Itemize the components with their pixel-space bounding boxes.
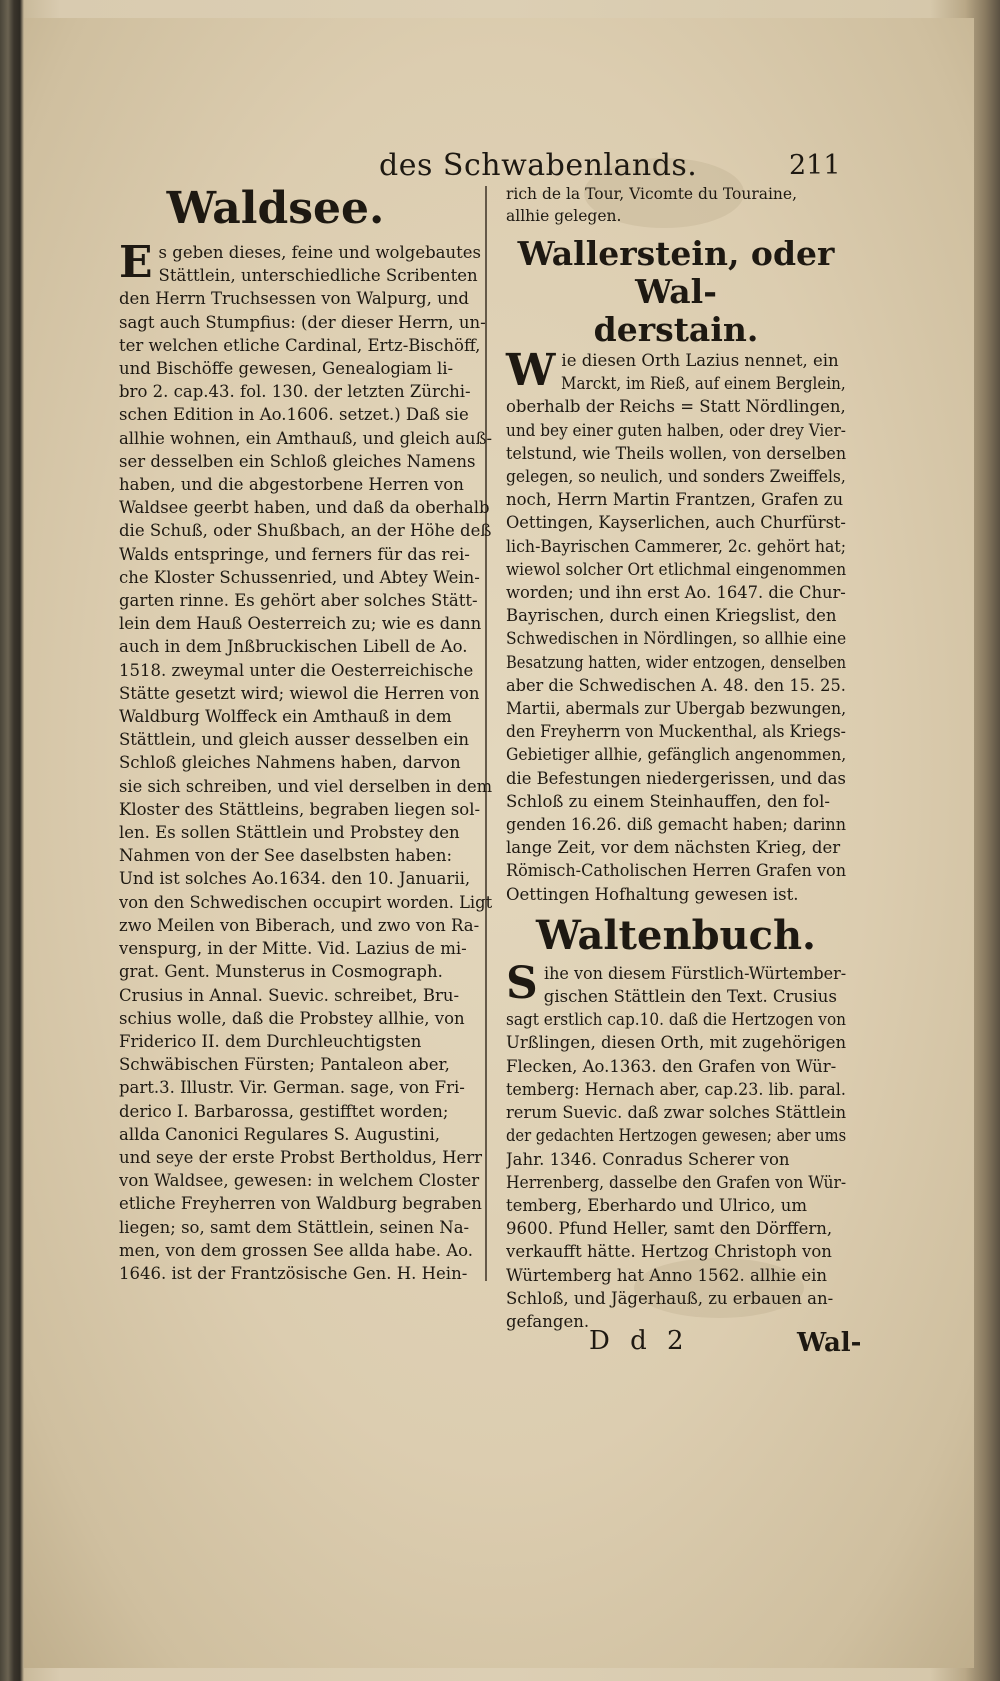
text-line: Stätte gesetzt wird; wiewol die Herren von xyxy=(119,683,480,703)
text-line: den Herrn Truchsessen von Walpurg, und xyxy=(119,289,469,309)
section-heading-waldsee: Waldsee. xyxy=(166,183,385,234)
section-heading-wallerstein xyxy=(506,235,846,349)
text-line: part.3. Illustr. Vir. German. sage, von Fri- xyxy=(119,1078,465,1098)
text-line: Schloß gleiches Nahmens haben, darvon xyxy=(119,753,461,773)
text-line: gefangen. xyxy=(506,1311,590,1331)
text-line: Gebietiger allhie, gefänglich angenommen, xyxy=(506,745,846,765)
drop-capital: W xyxy=(506,345,556,396)
text-line: derico I. Barbarossa, gestifftet worden; xyxy=(119,1101,449,1121)
text-line: die Schuß, oder Shußbach, an der Höhe deß xyxy=(119,521,492,541)
text-line: von Waldsee, gewesen: in welchem Closter xyxy=(119,1171,480,1191)
text-line: Martii, abermals zur Ubergab bezwungen, xyxy=(506,699,846,719)
heading-line: derstain. xyxy=(593,310,759,349)
text-line: Marckt, im Rieß, auf einem Berglein, xyxy=(561,374,846,394)
text-line: Crusius in Annal. Suevic. schreibet, Bru- xyxy=(119,985,460,1005)
text-line: sagt auch Stumpfius: (der dieser Herrn, un- xyxy=(119,312,486,332)
text-line: men, von dem grossen See allda habe. Ao. xyxy=(119,1240,474,1260)
text-line: sie sich schreiben, und viel derselben in dem xyxy=(119,776,492,796)
drop-capital: S xyxy=(506,957,538,1009)
text-line: Schwedischen in Nördlingen, so allhie eine xyxy=(506,629,846,649)
text-line: 1518. zweymal unter die Oesterreichische xyxy=(119,660,474,680)
signature-mark: D d 2 xyxy=(589,1326,690,1356)
text-line: liegen; so, samt dem Stättlein, seinen Na- xyxy=(119,1217,470,1237)
section-body-wallerstein xyxy=(506,345,846,906)
text-line: Jahr. 1346. Conradus Scherer von xyxy=(506,1149,790,1169)
text-line: allda Canonici Regulares S. Augustini, xyxy=(119,1124,441,1144)
text-line: Waldsee geerbt haben, und daß da oberhalb xyxy=(119,498,490,518)
text-line: grat. Gent. Munsterus in Cosmograph. xyxy=(119,962,443,982)
text-line: lich-Bayrischen Cammerer, 2c. gehört hat; xyxy=(506,536,846,556)
section-body-waldsee xyxy=(119,237,492,1285)
text-line: sagt erstlich cap.10. daß die Hertzogen von xyxy=(506,1010,846,1030)
text-line: auch in dem Jnßbruckischen Libell de Ao. xyxy=(119,637,468,657)
text-line: ie diesen Orth Lazius nennet, ein xyxy=(561,351,839,370)
text-line: zwo Meilen von Biberach, und zwo von Ra- xyxy=(119,915,480,935)
text-line: temberg: Hernach aber, cap.23. lib. paral. xyxy=(506,1079,846,1099)
text-line: aber die Schwedischen A. 48. den 15. 25. xyxy=(506,675,846,695)
running-head: des Schwabenlands. xyxy=(379,148,698,183)
text-line: Bayrischen, durch einen Kriegslist, den xyxy=(506,606,837,626)
text-line: Oettingen, Kayserlichen, auch Churfürst- xyxy=(506,513,846,533)
text-line: wiewol solcher Ort etlichmal eingenommen xyxy=(506,559,846,579)
left-column xyxy=(119,183,492,1285)
text-line: venspurg, in der Mitte. Vid. Lazius de mi- xyxy=(119,939,467,959)
text-line: ser desselben ein Schloß gleiches Namens xyxy=(119,451,476,471)
text-line: Besatzung hatten, wider entzogen, denselben xyxy=(506,652,846,672)
text-line: genden 16.26. diß gemacht haben; darinn xyxy=(506,815,846,835)
text-line: Oettingen Hofhaltung gewesen ist. xyxy=(506,884,799,904)
text-line: Schloß, und Jägerhauß, zu erbauen an- xyxy=(506,1288,834,1308)
page-number: 211 xyxy=(789,150,841,181)
text-line: etliche Freyherren von Waldburg begraben xyxy=(119,1194,482,1214)
text-line: oberhalb der Reichs = Statt Nördlingen, xyxy=(506,397,846,417)
text-line: Römisch-Catholischen Herren Grafen von xyxy=(506,861,846,881)
text-line: ter welchen etliche Cardinal, Ertz-Bischöff, xyxy=(119,335,481,355)
text-line: gelegen, so neulich, und sonders Zweiffels, xyxy=(506,467,846,487)
text-line: ihe von diesem Fürstlich-Würtember- xyxy=(543,963,846,983)
catchword: Wal- xyxy=(797,1328,862,1358)
text-line: haben, und die abgestorbene Herren von xyxy=(119,475,464,495)
text-line: Friderico II. dem Durchleuchtigsten xyxy=(119,1031,422,1051)
text-line: s geben dieses, feine und wolgebautes xyxy=(158,243,481,262)
text-line: len. Es sollen Stättlein und Probstey den xyxy=(119,823,460,843)
text-line: Walds entspringe, und ferners für das rei- xyxy=(119,544,470,564)
text-line: Schloß zu einem Steinhauffen, den fol- xyxy=(506,791,830,811)
text-line: 9600. Pfund Heller, samt den Dörffern, xyxy=(506,1219,833,1239)
text-line: den Freyherrn von Muckenthal, als Kriegs- xyxy=(506,722,846,742)
text-line: und bey einer guten halben, oder drey Vier- xyxy=(506,420,846,440)
text-line: lein dem Hauß Oesterreich zu; wie es dann xyxy=(119,614,482,634)
text-line: garten rinne. Es gehört aber solches Stätt- xyxy=(119,591,478,611)
text-line: bro 2. cap.43. fol. 130. der letzten Zürchi- xyxy=(119,382,471,402)
drop-capital: E xyxy=(119,237,153,288)
text-line: der gedachten Hertzogen gewesen; aber ums xyxy=(506,1126,846,1146)
section-body-waltenbuch xyxy=(506,957,846,1333)
text-line: rerum Suevic. daß zwar solches Stättlein xyxy=(506,1103,846,1123)
text-line: telstund, wie Theils wollen, von derselben xyxy=(506,443,846,463)
text-line: schius wolle, daß die Probstey allhie, von xyxy=(119,1008,465,1028)
text-line: allhie wohnen, ein Amthauß, und gleich auß- xyxy=(119,428,492,448)
text-line: Waldburg Wolffeck ein Amthauß in dem xyxy=(119,707,452,727)
text-line: Stättlein, unterschiedliche Scribenten xyxy=(158,266,478,286)
text-line: und seye der erste Probst Bertholdus, Herr xyxy=(119,1147,482,1167)
text-line: temberg, Eberhardo und Ulrico, um xyxy=(506,1195,808,1215)
text-line: rich de la Tour, Vicomte du Touraine, xyxy=(506,185,798,203)
text-line: verkaufft hätte. Hertzog Christoph von xyxy=(506,1242,832,1262)
text-line: die Befestungen niedergerissen, und das xyxy=(506,768,846,788)
text-line: worden; und ihn erst Ao. 1647. die Chur- xyxy=(506,583,846,603)
text-line: schen Edition in Ao.1606. setzet.) Daß sie xyxy=(119,405,469,425)
text-line: noch, Herrn Martin Frantzen, Grafen zu xyxy=(506,490,844,510)
text-line: Würtemberg hat Anno 1562. allhie ein xyxy=(506,1265,828,1285)
text-line: gischen Stättlein den Text. Crusius xyxy=(543,987,837,1007)
text-line: Flecken, Ao.1363. den Grafen von Wür- xyxy=(506,1056,837,1076)
text-line: che Kloster Schussenried, und Abtey Wein- xyxy=(119,567,480,587)
text-line: Stättlein, und gleich ausser desselben ein xyxy=(119,730,469,750)
text-line: und Bischöffe gewesen, Genealogiam li- xyxy=(119,359,454,379)
text-line: von den Schwedischen occupirt worden. Ligt xyxy=(119,892,492,912)
text-line: 1646. ist der Frantzösische Gen. H. Hein- xyxy=(119,1263,468,1283)
text-line: lange Zeit, vor dem nächsten Krieg, der xyxy=(506,838,841,858)
text-line: Herrenberg, dasselbe den Grafen von Wür- xyxy=(506,1172,846,1192)
continued-text xyxy=(506,183,846,227)
text-line: Urßlingen, diesen Orth, mit zugehörigen xyxy=(506,1033,846,1053)
right-column xyxy=(506,183,846,1333)
text-line: Kloster des Stättleins, begraben liegen sol- xyxy=(119,799,481,819)
text-line: Und ist solches Ao.1634. den 10. Januarii, xyxy=(119,869,471,889)
section-heading-waltenbuch: Waltenbuch. xyxy=(536,911,816,959)
text-line: allhie gelegen. xyxy=(506,207,622,225)
text-line: Schwäbischen Fürsten; Pantaleon aber, xyxy=(119,1055,450,1075)
heading-line: Wallerstein, oder Wal- xyxy=(517,234,835,311)
text-line: Nahmen von der See daselbsten haben: xyxy=(119,846,453,866)
book-page xyxy=(24,18,974,1668)
